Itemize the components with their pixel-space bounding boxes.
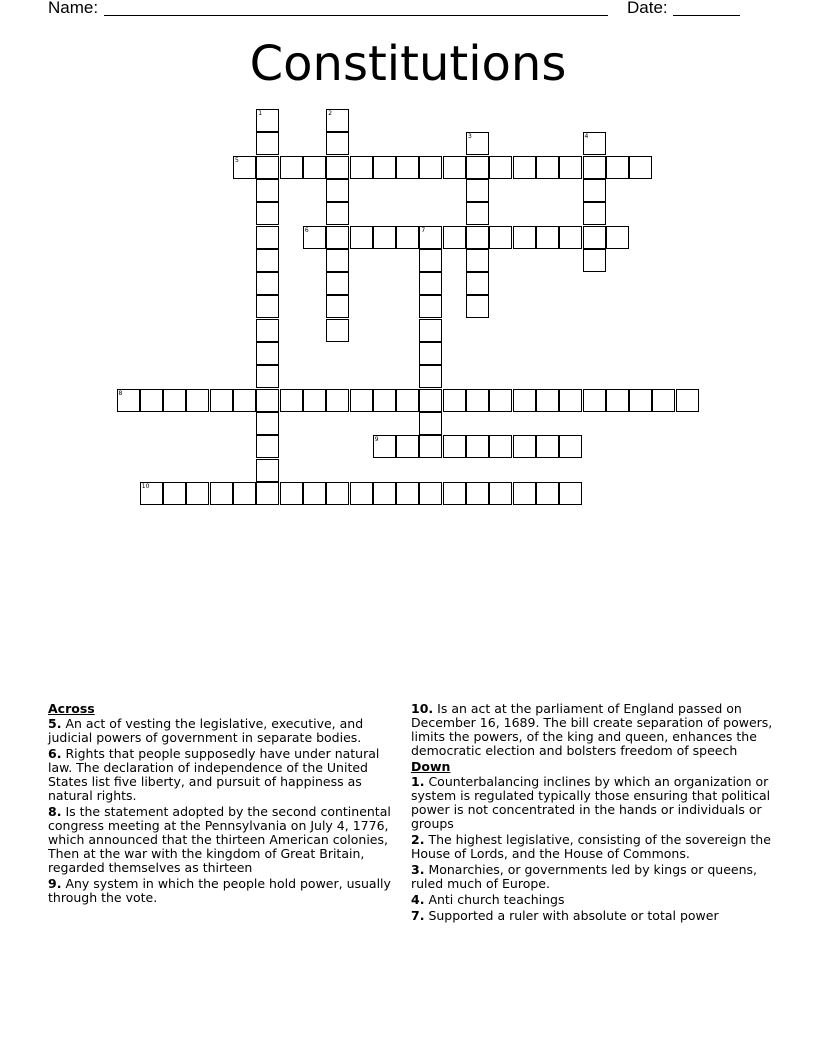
crossword-cell[interactable]: [419, 226, 442, 249]
crossword-cell[interactable]: [536, 482, 559, 505]
crossword-cell[interactable]: [583, 202, 606, 225]
clue-across-10: [411, 702, 776, 758]
clue-across-5: [48, 717, 398, 745]
crossword-cell[interactable]: [326, 179, 349, 202]
crossword-cell[interactable]: [256, 132, 279, 155]
crossword-cell[interactable]: [396, 435, 419, 458]
clue-text: Is the statement adopted by the second continental congress meeting at the Pennsylvania on July 4, 1776, which announced that the thirteen American colonies, Then at the war with the kingdom of Great Britain, regarded themselves as thirteen: [48, 804, 391, 875]
crossword-cell[interactable]: [280, 389, 303, 412]
crossword-cell[interactable]: [210, 482, 233, 505]
crossword-cell[interactable]: [256, 482, 279, 505]
crossword-cell[interactable]: [326, 109, 349, 132]
clue-across-8: [48, 805, 398, 875]
down-heading: Down: [411, 759, 451, 774]
crossword-cell[interactable]: [256, 389, 279, 412]
crossword-cell[interactable]: [256, 295, 279, 318]
clue-number: 7.: [411, 908, 425, 923]
clues-column-left: [48, 702, 398, 907]
clue-text: Any system in which the people hold power, usually through the vote.: [48, 876, 391, 905]
crossword-cell[interactable]: [396, 482, 419, 505]
cell-clue-number: 5: [235, 156, 239, 164]
clue-number: 6.: [48, 746, 62, 761]
crossword-cell[interactable]: [606, 226, 629, 249]
crossword-cell[interactable]: [466, 249, 489, 272]
crossword-cell[interactable]: [373, 435, 396, 458]
crossword-cell[interactable]: [652, 389, 675, 412]
crossword-cell[interactable]: [466, 226, 489, 249]
crossword-cell[interactable]: [140, 482, 163, 505]
crossword-cell[interactable]: [350, 389, 373, 412]
cell-clue-number: 7: [421, 226, 426, 234]
crossword-cell[interactable]: [443, 156, 466, 179]
crossword-cell[interactable]: [117, 389, 140, 412]
cell-clue-number: 4: [584, 133, 589, 141]
crossword-cell[interactable]: [186, 389, 209, 412]
crossword-cell[interactable]: [350, 156, 373, 179]
crossword-cell[interactable]: [583, 132, 606, 155]
crossword-cell[interactable]: [559, 482, 582, 505]
crossword-cell[interactable]: [326, 202, 349, 225]
crossword-cell[interactable]: [303, 482, 326, 505]
crossword-cell[interactable]: [233, 389, 256, 412]
clue-number: 1.: [411, 774, 425, 789]
crossword-cell[interactable]: [513, 156, 536, 179]
clue-text: Monarchies, or governments led by kings or queens, ruled much of Europe.: [411, 862, 758, 891]
crossword-cell[interactable]: [303, 226, 326, 249]
crossword-cell[interactable]: [326, 319, 349, 342]
cell-clue-number: 3: [468, 133, 472, 141]
cell-clue-number: 8: [118, 389, 123, 397]
crossword-cell[interactable]: [419, 412, 442, 435]
clue-number: 2.: [411, 832, 425, 847]
crossword-cell[interactable]: [326, 156, 349, 179]
crossword-cell[interactable]: [163, 482, 186, 505]
clue-down-7: [411, 909, 776, 923]
crossword-cell[interactable]: [583, 249, 606, 272]
crossword-cell[interactable]: [419, 389, 442, 412]
crossword-cell[interactable]: [489, 226, 512, 249]
clue-text: Supported a ruler with absolute or total power: [428, 908, 719, 923]
crossword-cell[interactable]: [280, 482, 303, 505]
crossword-cell[interactable]: [606, 156, 629, 179]
crossword-cell[interactable]: [583, 226, 606, 249]
crossword-cell[interactable]: [419, 342, 442, 365]
crossword-cell[interactable]: [350, 226, 373, 249]
crossword-cell[interactable]: [513, 482, 536, 505]
crossword-cell[interactable]: [140, 389, 163, 412]
crossword-cell[interactable]: [443, 482, 466, 505]
crossword-cell[interactable]: [326, 132, 349, 155]
crossword-cell[interactable]: [256, 226, 279, 249]
crossword-cell[interactable]: [326, 226, 349, 249]
clue-number: 9.: [48, 876, 62, 891]
crossword-cell[interactable]: [559, 389, 582, 412]
crossword-cell[interactable]: [629, 156, 652, 179]
clue-text: An act of vesting the legislative, executive, and judicial powers of government in separate bodies.: [48, 716, 364, 745]
crossword-cell[interactable]: [396, 156, 419, 179]
clue-down-1: [411, 775, 776, 831]
clue-text: Rights that people supposedly have under natural law. The declaration of independence of the United States list five liberty, and pursuit of happiness as natural rights.: [48, 746, 380, 803]
crossword-cell[interactable]: [256, 342, 279, 365]
crossword-cell[interactable]: [466, 389, 489, 412]
crossword-cell[interactable]: [163, 389, 186, 412]
crossword-cell[interactable]: [466, 435, 489, 458]
crossword-cell[interactable]: [256, 109, 279, 132]
crossword-cell[interactable]: [256, 365, 279, 388]
crossword-cell[interactable]: [373, 482, 396, 505]
clue-number: 3.: [411, 862, 425, 877]
crossword-cell[interactable]: [466, 272, 489, 295]
clue-text: Is an act at the parliament of England passed on December 16, 1689. The bill create separation of powers, limits the powers, of the king and queen, enhances the democratic election and bolsters freedom of speech: [411, 701, 773, 758]
crossword-grid: [0, 0, 816, 520]
clue-text: Anti church teachings: [428, 892, 565, 907]
crossword-cell[interactable]: [280, 156, 303, 179]
crossword-cell[interactable]: [326, 482, 349, 505]
crossword-cell[interactable]: [513, 435, 536, 458]
clue-text: Counterbalancing inclines by which an organization or system is regulated typically those ensuring that political power is not concentrated in the hands or individuals or groups: [411, 774, 771, 831]
crossword-cell[interactable]: [326, 295, 349, 318]
crossword-cell[interactable]: [583, 179, 606, 202]
crossword-cell[interactable]: [536, 156, 559, 179]
crossword-cell[interactable]: [513, 389, 536, 412]
crossword-cell[interactable]: [303, 389, 326, 412]
crossword-cell[interactable]: [489, 435, 512, 458]
crossword-cell[interactable]: [489, 389, 512, 412]
crossword-cell[interactable]: [373, 156, 396, 179]
crossword-cell[interactable]: [373, 389, 396, 412]
clue-down-3: [411, 863, 776, 891]
crossword-cell[interactable]: [443, 435, 466, 458]
crossword-cell[interactable]: [210, 389, 233, 412]
crossword-cell[interactable]: [489, 482, 512, 505]
crossword-cell[interactable]: [256, 435, 279, 458]
crossword-cell[interactable]: [256, 272, 279, 295]
crossword-cell[interactable]: [419, 319, 442, 342]
clue-number: 8.: [48, 804, 62, 819]
crossword-cell[interactable]: [419, 272, 442, 295]
clue-number: 4.: [411, 892, 425, 907]
cell-clue-number: 6: [304, 226, 309, 234]
clue-number: 10.: [411, 701, 434, 716]
clue-down-4: [411, 893, 776, 907]
crossword-cell[interactable]: [326, 249, 349, 272]
crossword-cell[interactable]: [466, 132, 489, 155]
clue-number: 5.: [48, 716, 62, 731]
cell-clue-number: 1: [258, 110, 263, 117]
crossword-cell[interactable]: [419, 365, 442, 388]
cell-clue-number: 2: [328, 110, 333, 117]
crossword-cell[interactable]: [233, 482, 256, 505]
crossword-cell[interactable]: [326, 389, 349, 412]
crossword-cell[interactable]: [256, 412, 279, 435]
crossword-cell[interactable]: [466, 482, 489, 505]
crossword-cell[interactable]: [536, 389, 559, 412]
crossword-cell[interactable]: [443, 389, 466, 412]
crossword-cell[interactable]: [303, 156, 326, 179]
crossword-cell[interactable]: [489, 156, 512, 179]
crossword-cell[interactable]: [559, 226, 582, 249]
name-label: Name:: [48, 0, 99, 17]
clue-across-6: [48, 747, 398, 803]
crossword-cell[interactable]: [419, 156, 442, 179]
crossword-cell[interactable]: [419, 295, 442, 318]
crossword-cell[interactable]: [256, 179, 279, 202]
crossword-cell[interactable]: [350, 482, 373, 505]
crossword-cell[interactable]: [419, 482, 442, 505]
crossword-cell[interactable]: [256, 319, 279, 342]
crossword-cell[interactable]: [186, 482, 209, 505]
crossword-cell[interactable]: [629, 389, 652, 412]
clues-column-right: [411, 702, 776, 925]
crossword-cell[interactable]: [559, 156, 582, 179]
crossword-cell[interactable]: [443, 226, 466, 249]
across-heading: Across: [48, 701, 95, 716]
crossword-cell[interactable]: [536, 435, 559, 458]
clue-across-9: [48, 877, 398, 905]
clue-down-2: [411, 833, 776, 861]
crossword-cell[interactable]: [326, 272, 349, 295]
crossword-cell[interactable]: [256, 459, 279, 482]
clue-text: The highest legislative, consisting of the sovereign the House of Lords, and the House of Commons.: [411, 832, 771, 861]
crossword-cell[interactable]: [256, 156, 279, 179]
date-label: Date:: [627, 0, 668, 17]
crossword-cell[interactable]: [513, 226, 536, 249]
crossword-cell[interactable]: [373, 226, 396, 249]
cell-clue-number: 9: [374, 436, 379, 444]
crossword-cell[interactable]: [676, 389, 699, 412]
crossword-cell[interactable]: [396, 389, 419, 412]
crossword-cell[interactable]: [233, 156, 256, 179]
crossword-cell[interactable]: [559, 435, 582, 458]
cell-clue-number: 10: [141, 482, 150, 490]
page-title: Constitutions: [249, 36, 567, 92]
crossword-cell[interactable]: [419, 435, 442, 458]
crossword-cell[interactable]: [466, 295, 489, 318]
crossword-cell[interactable]: [466, 156, 489, 179]
crossword-cell[interactable]: [583, 389, 606, 412]
crossword-cell[interactable]: [256, 202, 279, 225]
crossword-cell[interactable]: [606, 389, 629, 412]
crossword-cell[interactable]: [256, 249, 279, 272]
crossword-cell[interactable]: [396, 226, 419, 249]
crossword-cell[interactable]: [583, 156, 606, 179]
crossword-cell[interactable]: [466, 179, 489, 202]
crossword-cell[interactable]: [536, 226, 559, 249]
crossword-cell[interactable]: [466, 202, 489, 225]
crossword-cell[interactable]: [419, 249, 442, 272]
